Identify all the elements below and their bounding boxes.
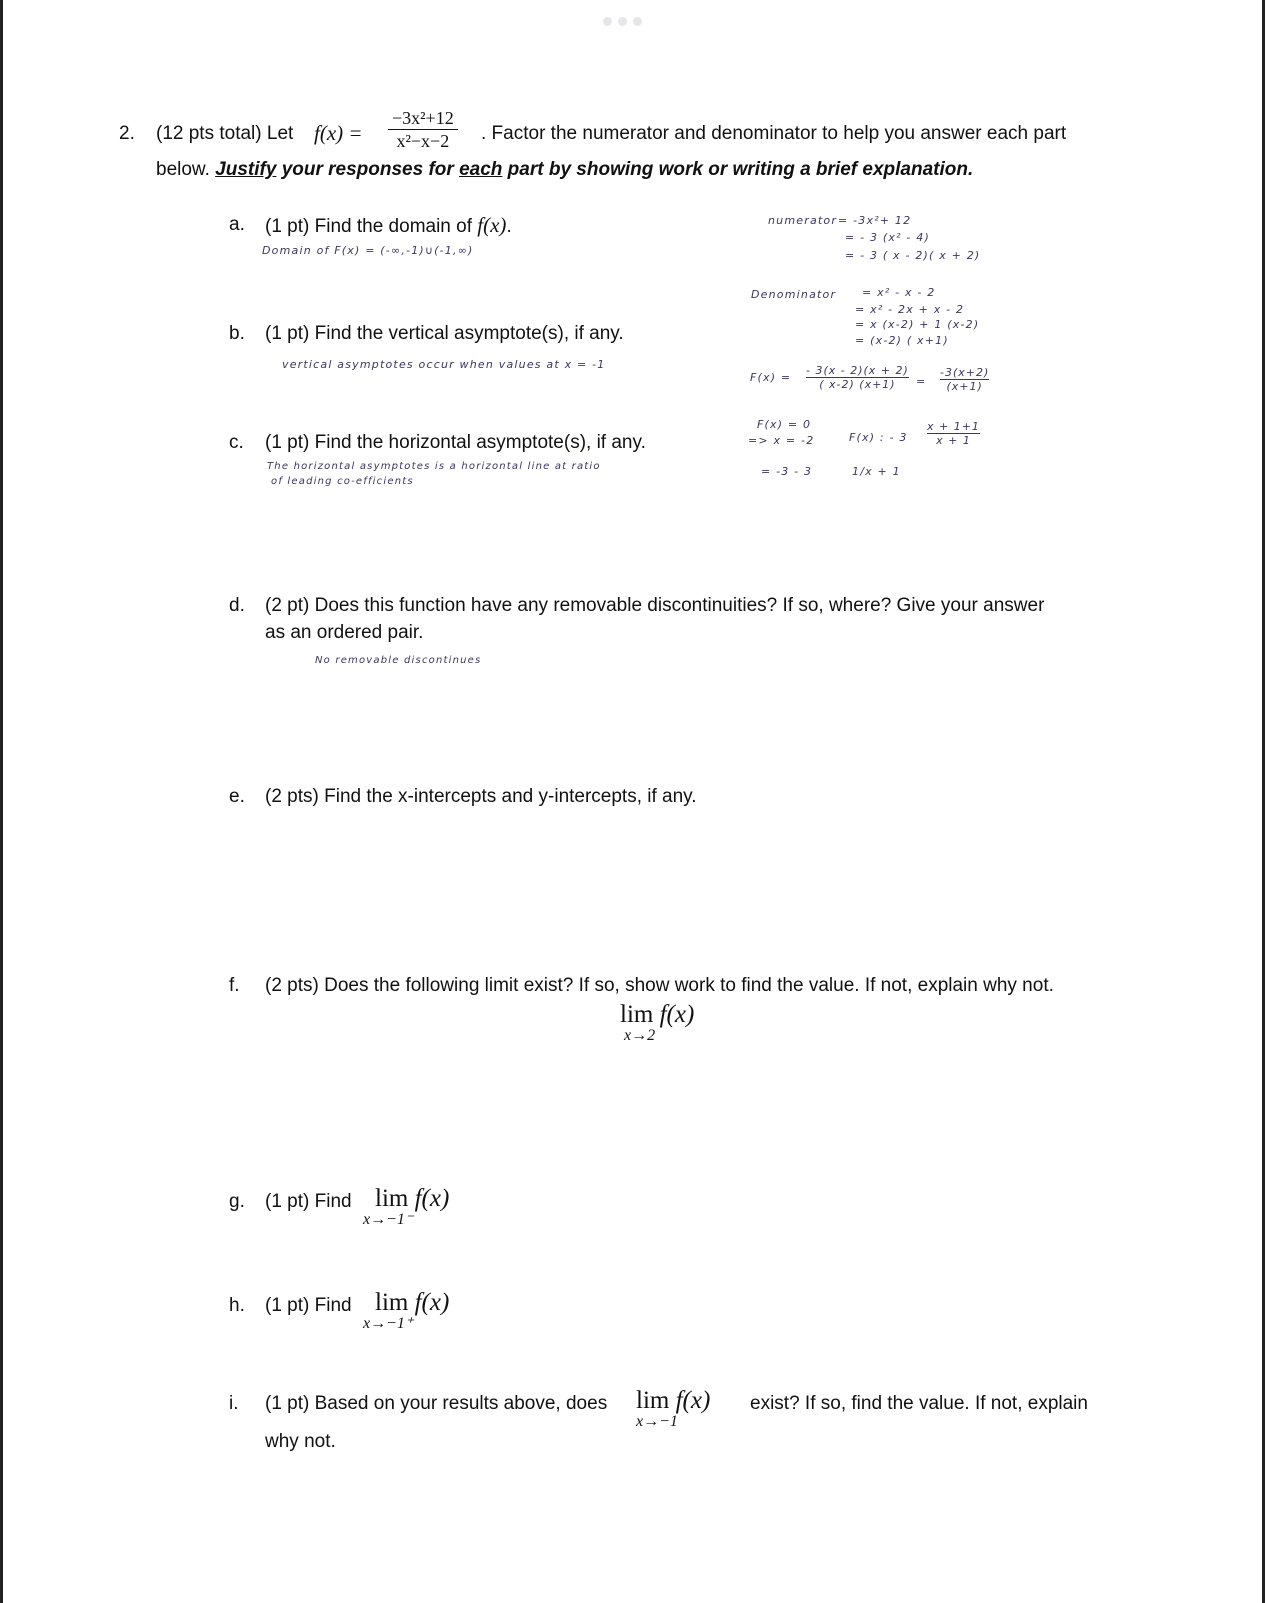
fx-third-denominator: x + 1: [927, 433, 980, 447]
fx-work-denominator: ( x-2) (x+1): [806, 377, 909, 391]
fx-work-label: F(x) =: [750, 371, 792, 384]
part-i-limit: [636, 1388, 710, 1430]
fx-label: f(x) =: [314, 121, 363, 145]
part-i-text-end: exist? If so, find the value. If not, explain: [750, 1393, 1088, 1414]
fx-third-numerator: x + 1+1: [927, 420, 980, 433]
part-g-text: (1 pt) Find: [265, 1191, 352, 1212]
part-g-lim-sub: x→−1⁻: [363, 1211, 414, 1228]
fx-simplified-numerator: -3(x+2): [940, 366, 990, 379]
part-a-letter: a.: [229, 214, 245, 235]
fraction-numerator: −3x²+12: [392, 108, 454, 128]
line2-start: below.: [156, 159, 210, 180]
part-i-letter: i.: [229, 1393, 239, 1414]
part-b-text: (1 pt) Find the vertical asymptote(s), if any.: [265, 323, 624, 344]
part-a-label: (1 pt) Find the domain of: [265, 216, 472, 237]
answer-domain: Domain of F(x) = (-∞,-1)∪(-1,∞): [262, 244, 474, 257]
line2-mid: your responses for: [281, 159, 454, 180]
part-i-text: (1 pt) Based on your results above, does: [265, 1393, 608, 1414]
part-f-letter: f.: [229, 975, 240, 996]
question-intro-rest: . Factor the numerator and denominator to help you answer each part: [481, 123, 1067, 144]
part-d-text2: as an ordered pair.: [265, 622, 424, 643]
part-h-lim: lim: [375, 1289, 409, 1316]
part-g-lim: lim: [375, 1185, 409, 1212]
function-fraction: [388, 107, 458, 152]
part-f-limit: [620, 1002, 694, 1044]
x-equals-minus-2: => x = -2: [748, 434, 815, 447]
numerator-step-2: = - 3 (x² - 4): [845, 231, 930, 244]
part-f-lim-fn: f(x): [659, 1001, 695, 1028]
answer-horizontal-line2: of leading co-efficients: [271, 476, 414, 487]
part-f-lim: lim: [620, 1001, 654, 1028]
part-g-letter: g.: [229, 1191, 245, 1212]
part-g-limit: [363, 1186, 449, 1228]
part-b-letter: b.: [229, 323, 245, 344]
part-g-lim-fn: f(x): [414, 1185, 450, 1212]
denominator-step-1: = x² - x - 2: [862, 286, 936, 299]
fx-work-fraction: [806, 364, 909, 391]
question-line2: [156, 158, 973, 182]
page-left-border: [0, 0, 3, 1603]
denominator-step-2: = x² - 2x + x - 2: [855, 303, 965, 316]
fx-zero: F(x) = 0: [757, 418, 812, 431]
numerator-step-1: = -3x²+ 12: [838, 214, 912, 227]
part-e-letter: e.: [229, 786, 245, 807]
part-c-letter: c.: [229, 432, 244, 453]
more-options-icon[interactable]: [603, 17, 642, 26]
answer-removable: No removable discontinues: [315, 655, 482, 666]
answer-horizontal-line1: The horizontal asymptotes is a horizontal line at ratio: [267, 461, 601, 472]
answer-vertical: vertical asymptotes occur when values at x = -1: [282, 358, 606, 371]
numerator-step-3: = - 3 ( x - 2)( x + 2): [845, 249, 981, 262]
part-c-text: (1 pt) Find the horizontal asymptote(s), if any.: [265, 432, 646, 453]
fx-work-equals: =: [916, 375, 927, 388]
part-d-letter: d.: [229, 595, 245, 616]
part-h-limit: [363, 1290, 449, 1332]
fx-simplified-fraction: [940, 366, 989, 393]
part-i-lim-fn: f(x): [675, 1387, 711, 1414]
part-i-text2: why not.: [265, 1431, 336, 1452]
fx-third-label: F(x) : - 3: [849, 431, 908, 444]
part-h-letter: h.: [229, 1295, 245, 1316]
fx-third-fraction: [927, 420, 980, 447]
denominator-step-3: = x (x-2) + 1 (x-2): [855, 318, 980, 331]
inverse-expression: 1/x + 1: [852, 465, 901, 478]
part-d-text: (2 pt) Does this function have any removable discontinuities? If so, where? Give your answer: [265, 595, 1045, 616]
numerator-label: numerator: [768, 214, 838, 227]
question-intro: (12 pts total) Let: [156, 123, 294, 144]
justify-word: Justify: [215, 159, 277, 180]
part-a-math: f(x): [477, 213, 507, 237]
each-word: each: [459, 159, 503, 180]
part-e-text: (2 pts) Find the x-intercepts and y-intercepts, if any.: [265, 786, 697, 807]
part-f-lim-sub: x→2: [624, 1027, 656, 1044]
line2-end: part by showing work or writing a brief explanation.: [507, 159, 974, 180]
part-f-text: (2 pts) Does the following limit exist? If so, show work to find the value. If not, explain why not.: [265, 975, 1054, 996]
denominator-label: Denominator: [751, 288, 837, 301]
part-i-lim-sub: x→−1: [636, 1413, 678, 1430]
denominator-step-4: = (x-2) ( x+1): [855, 334, 949, 347]
minus-3-minus-3: = -3 - 3: [761, 465, 813, 478]
question-number: 2.: [119, 123, 135, 144]
part-a-text: [265, 213, 512, 239]
part-h-text: (1 pt) Find: [265, 1295, 352, 1316]
part-i-lim: lim: [636, 1387, 670, 1414]
fraction-denominator: x²−x−2: [388, 129, 458, 152]
part-h-lim-fn: f(x): [414, 1289, 450, 1316]
fx-work-numerator: - 3(x - 2)(x + 2): [806, 364, 909, 377]
fx-simplified-denominator: (x+1): [940, 379, 989, 393]
page-right-border: [1262, 0, 1265, 1603]
part-a-end: .: [506, 216, 512, 237]
part-h-lim-sub: x→−1⁺: [363, 1315, 414, 1332]
